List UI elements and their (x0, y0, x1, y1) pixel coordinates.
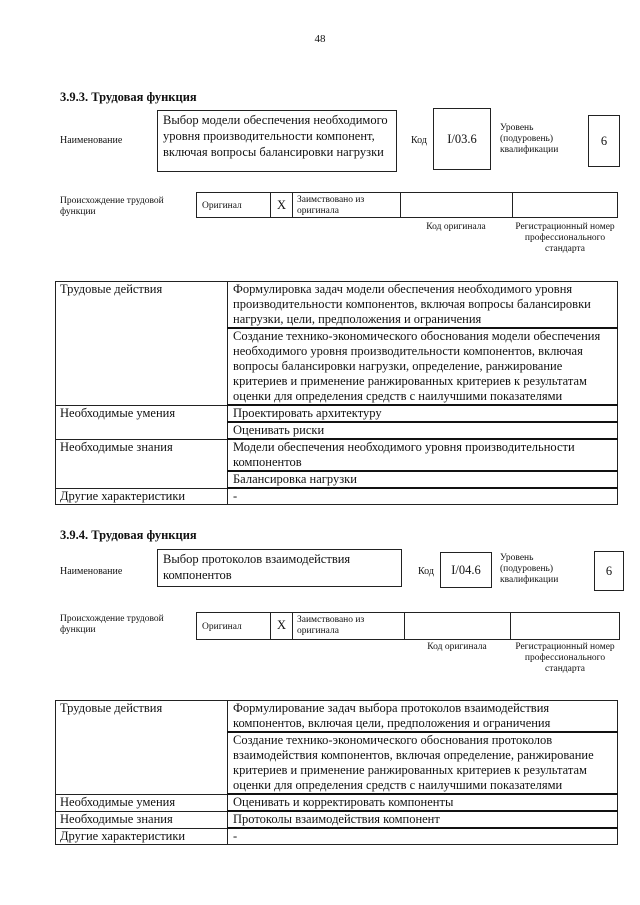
table-cell: Оценивать и корректировать компоненты (228, 794, 618, 811)
original-mark: X (271, 193, 293, 217)
row-label: Трудовые действия (56, 282, 228, 406)
origin-row (196, 612, 620, 640)
reg-number-label: Регистрационный номер профессионального стандарта (515, 222, 615, 254)
reg-number-label: Регистрационный номер профессионального стандарта (515, 642, 615, 674)
name-label: Наименование (60, 566, 123, 577)
code-value: I/03.6 (433, 108, 491, 170)
borrowed-label: Заимствовано из оригинала (293, 193, 401, 217)
function-name-box: Выбор модели обеспечения необходимого уровня производительности компонент, включая вопросы балансировки нагрузки (157, 110, 397, 172)
code-original-label: Код оригинала (427, 642, 487, 652)
row-label: Другие характеристики (56, 488, 228, 505)
origin-label: Происхождение трудовой функции (60, 196, 164, 217)
code-label: Код (418, 566, 434, 577)
row-label: Необходимые умения (56, 405, 228, 439)
code-value: I/04.6 (440, 552, 492, 588)
table-cell: Формулировка задач модели обеспечения необходимого уровня производительности компонентов, включая вопросы балансировки нагрузки, цели, предположения и ограничения (228, 282, 618, 329)
row-label: Необходимые знания (56, 811, 228, 828)
level-value: 6 (588, 115, 620, 167)
level-value: 6 (594, 551, 624, 591)
origin-row (196, 192, 618, 218)
table-cell: Протоколы взаимодействия компонент (228, 811, 618, 828)
table-cell: Балансировка нагрузки (228, 471, 618, 488)
row-label: Другие характеристики (56, 828, 228, 845)
table-cell: Оценивать риски (228, 422, 618, 439)
original-label: Оригинал (197, 193, 271, 217)
function-table (55, 281, 618, 505)
table-cell: Модели обеспечения необходимого уровня производительности компонентов (228, 439, 618, 471)
original-label: Оригинал (197, 613, 271, 639)
code-original-cell (401, 193, 513, 217)
row-label: Трудовые действия (56, 701, 228, 795)
page-number: 48 (314, 33, 326, 45)
table-cell: Формулирование задач выбора протоколов взаимодействия компонентов, включая цели, предположения и ограничения (228, 701, 618, 733)
table-cell: Создание технико-экономического обоснования модели обеспечения необходимого уровня производительности компонентов, включая вопросы балансировки нагрузки, определение, ранжирование критериев и применение ранжированных критериев к результатам оценки для определения средств с наилучшими показателями (228, 328, 618, 405)
function-table (55, 700, 618, 845)
row-label: Необходимые умения (56, 794, 228, 811)
origin-label: Происхождение трудовой функции (60, 614, 164, 635)
level-label: Уровень (подуровень) квалификации (500, 123, 559, 155)
code-label: Код (411, 135, 427, 146)
original-mark: X (271, 613, 293, 639)
table-cell: Проектировать архитектуру (228, 405, 618, 422)
function-name-box: Выбор протоколов взаимодействия компонентов (157, 549, 402, 587)
table-cell: - (228, 488, 618, 505)
level-label: Уровень (подуровень) квалификации (500, 553, 559, 585)
section-title: 3.9.3. Трудовая функция (60, 90, 197, 104)
borrowed-label: Заимствовано из оригинала (293, 613, 405, 639)
table-cell: - (228, 828, 618, 845)
section-title: 3.9.4. Трудовая функция (60, 528, 197, 542)
row-label: Необходимые знания (56, 439, 228, 488)
reg-number-cell (513, 193, 617, 217)
reg-number-cell (511, 613, 619, 639)
name-label: Наименование (60, 135, 123, 146)
code-original-label: Код оригинала (426, 222, 486, 232)
code-original-cell (405, 613, 511, 639)
table-cell: Создание технико-экономического обоснования протоколов взаимодействия компонентов, включая определение, ранжирование критериев и применение ранжированных критериев к результатам оценки для определения средств с наилучшими показателями (228, 732, 618, 794)
